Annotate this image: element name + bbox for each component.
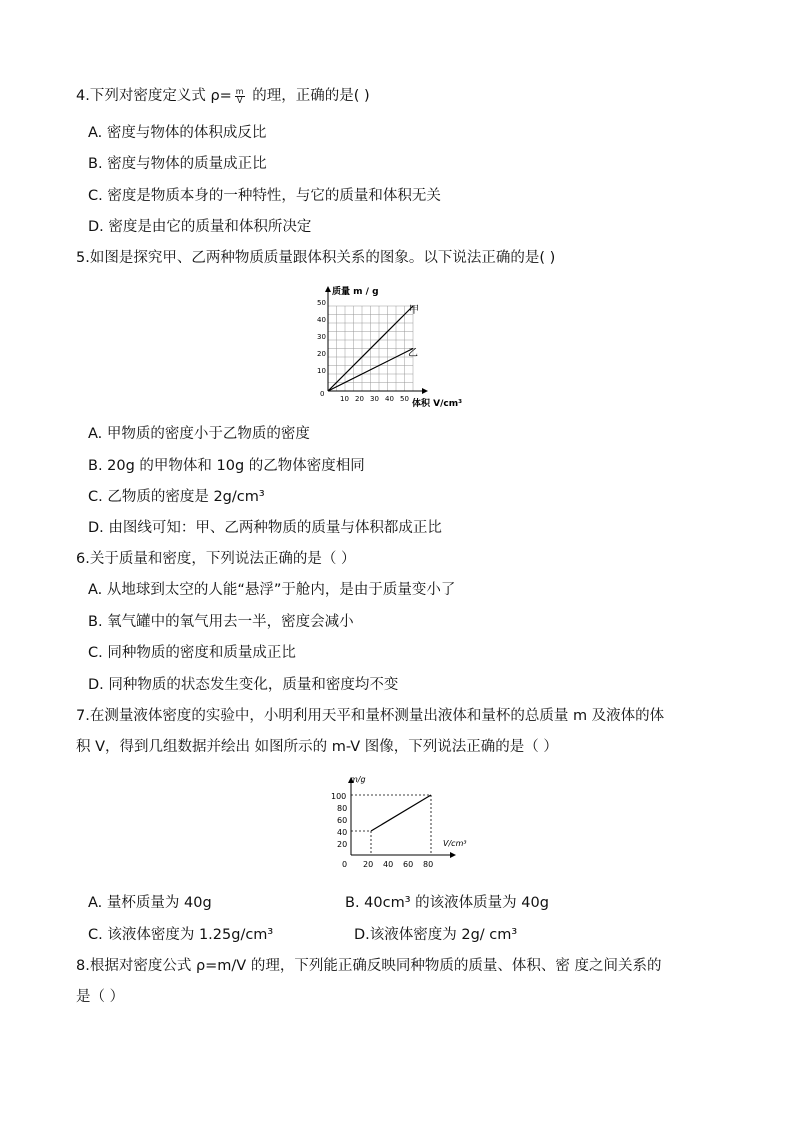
q6-option-a: A. 从地球到太空的人能“悬浮”于舱内，是由于质量变小了 — [88, 582, 456, 598]
q7-y-tick-80: 80 — [337, 804, 348, 813]
q5-y-tick-20: 20 — [317, 350, 326, 358]
q7-y-tick-60: 60 — [337, 816, 348, 825]
q5-y-tick-10: 10 — [317, 367, 326, 375]
q8-stem-line-2: 是（ ） — [76, 989, 125, 1005]
q5-x-tick-50: 50 — [400, 395, 409, 403]
q7-stem-line-1: 7.在测量液体密度的实验中，小明利用天平和量杯测量出液体和量杯的总质量 m 及液体的体 — [76, 708, 665, 724]
q7-x-axis-arrow — [450, 852, 456, 858]
q4-option-c: C. 密度是物质本身的一种特性，与它的质量和体积无关 — [88, 188, 441, 204]
q5-y-tick-40: 40 — [317, 316, 326, 324]
q7-x-tick-60: 60 — [403, 860, 414, 869]
q7-y-tick-40: 40 — [337, 828, 348, 837]
fraction-numerator: m — [235, 86, 244, 96]
q4-stem-suffix: 的理，正确的是( ) — [247, 88, 370, 104]
q7-x-tick-80: 80 — [423, 860, 434, 869]
q5-option-c: C. 乙物质的密度是 2g/cm³ — [88, 489, 265, 505]
q6-option-b: B. 氧气罐中的氧气用去一半，密度会减小 — [88, 614, 354, 630]
q5-y-axis-arrow — [325, 286, 331, 292]
q7-option-b: B. 40cm³ 的该液体质量为 40g — [345, 895, 549, 911]
q5-y-tick-50: 50 — [317, 299, 326, 307]
q7-x-axis-label: V/cm³ — [443, 839, 467, 848]
q5-series-label-jia: 甲 — [409, 305, 419, 316]
q6-stem: 6.关于质量和密度，下列说法正确的是（ ） — [76, 551, 356, 567]
q7-data-line — [371, 795, 431, 831]
q5-stem: 5.如图是探究甲、乙两种物质质量跟体积关系的图象。以下说法正确的是( ) — [76, 250, 556, 266]
q5-x-axis-label: 体积 V/cm³ — [412, 399, 463, 409]
q5-chart — [308, 280, 478, 415]
q5-option-b: B. 20g 的甲物体和 10g 的乙物体密度相同 — [88, 458, 365, 474]
q7-y-axis-label: m/g — [350, 775, 366, 784]
q4-stem — [76, 86, 370, 106]
q5-y-tick-30: 30 — [317, 333, 326, 341]
q4-option-a: A. 密度与物体的体积成反比 — [88, 125, 267, 141]
q5-series-label-yi: 乙 — [408, 348, 418, 359]
q6-option-c: C. 同种物质的密度和质量成正比 — [88, 645, 296, 661]
q7-x-tick-20: 20 — [363, 860, 374, 869]
q4-option-d: D. 密度是由它的质量和体积所决定 — [88, 219, 312, 235]
q7-chart — [326, 773, 476, 873]
fraction-denominator: V — [236, 95, 243, 105]
q7-y-tick-100: 100 — [331, 792, 347, 801]
q5-y-axis-label: 质量 m / g — [332, 287, 379, 297]
q7-option-d: D.该液体密度为 2g/ cm³ — [354, 927, 518, 943]
q5-x-tick-20: 20 — [355, 395, 364, 403]
q7-y-tick-20: 20 — [337, 840, 348, 849]
q4-stem-prefix: 4.下列对密度定义式 ρ= — [76, 88, 232, 104]
q5-origin-label: 0 — [320, 390, 325, 398]
q7-guide-lines — [351, 795, 431, 855]
q7-stem-line-2: 积 V，得到几组数据并绘出 如图所示的 m-V 图像，下列说法正确的是（ ） — [76, 739, 558, 755]
q7-option-a: A. 量杯质量为 40g — [88, 895, 212, 911]
q5-option-d: D. 由图线可知：甲、乙两种物质的质量与体积都成正比 — [88, 520, 442, 536]
q5-x-tick-10: 10 — [340, 395, 349, 403]
q7-x-tick-40: 40 — [383, 860, 394, 869]
q5-option-a: A. 甲物质的密度小于乙物质的密度 — [88, 426, 310, 442]
q5-x-tick-40: 40 — [385, 395, 394, 403]
q6-option-d: D. 同种物质的状态发生变化，质量和密度均不变 — [88, 677, 399, 693]
q5-x-axis-arrow — [422, 388, 428, 394]
q7-axes — [348, 777, 456, 858]
q7-series-line — [371, 795, 431, 831]
q8-stem-line-1: 8.根据对密度公式 ρ=m/V 的理，下列能正确反映同种物质的质量、体积、密 度之间关系的 — [76, 958, 662, 974]
q7-origin-label: 0 — [342, 860, 348, 869]
q5-x-tick-30: 30 — [370, 395, 379, 403]
density-fraction — [235, 88, 245, 105]
q7-option-c: C. 该液体密度为 1.25g/cm³ — [88, 927, 274, 943]
q4-option-b: B. 密度与物体的质量成正比 — [88, 156, 267, 172]
